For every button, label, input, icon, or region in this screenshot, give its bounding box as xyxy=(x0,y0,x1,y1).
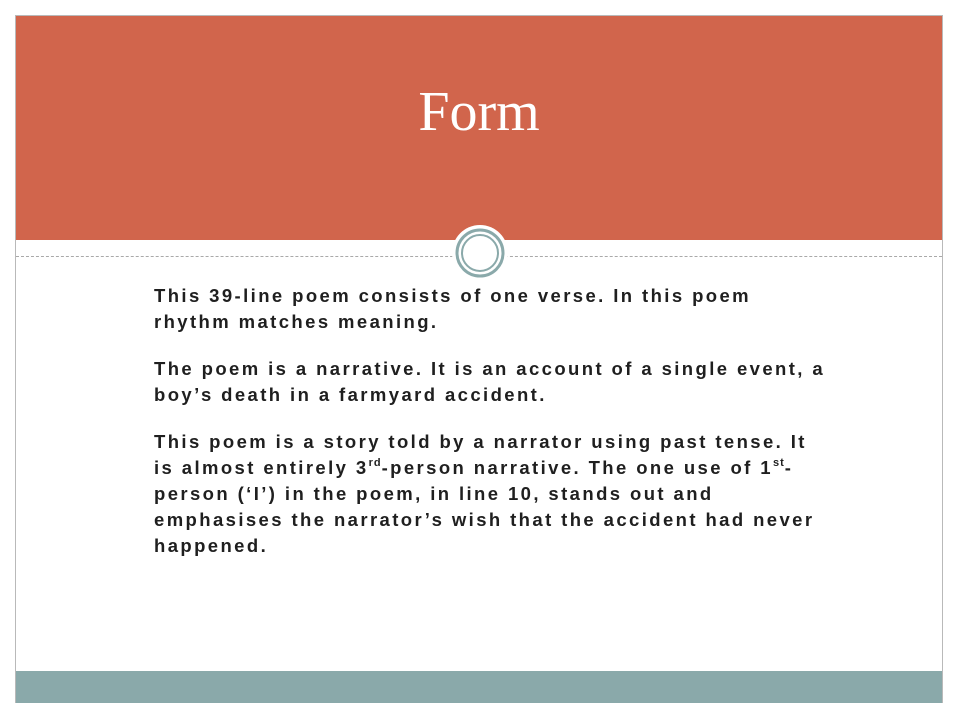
superscript-st: st xyxy=(772,456,785,469)
paragraph-3-part-1: This poem is a story told by a narrator using past tense. It is almost entirely 3 xyxy=(154,431,807,478)
paragraph-2: The poem is a narrative. It is an account of a single event, a boy’s death in a farmyard accident. xyxy=(154,358,826,405)
paragraph-3-part-2: -person narrative. The one use of 1 xyxy=(381,457,773,478)
paragraph-3-part-3: -person (‘I’) in the poem, in line 10, stands out and emphasises the narrator’s wish that the accident had never happened. xyxy=(154,457,815,556)
footer-band xyxy=(16,671,942,703)
slide-title: Form xyxy=(418,81,540,143)
superscript-rd: rd xyxy=(368,456,382,469)
body-text xyxy=(154,283,834,559)
paragraph-1: This 39-line poem consists of one verse. In this poem rhythm matches meaning. xyxy=(154,285,752,332)
paragraph-3 xyxy=(154,429,834,559)
circle-medallion-icon xyxy=(451,224,509,282)
